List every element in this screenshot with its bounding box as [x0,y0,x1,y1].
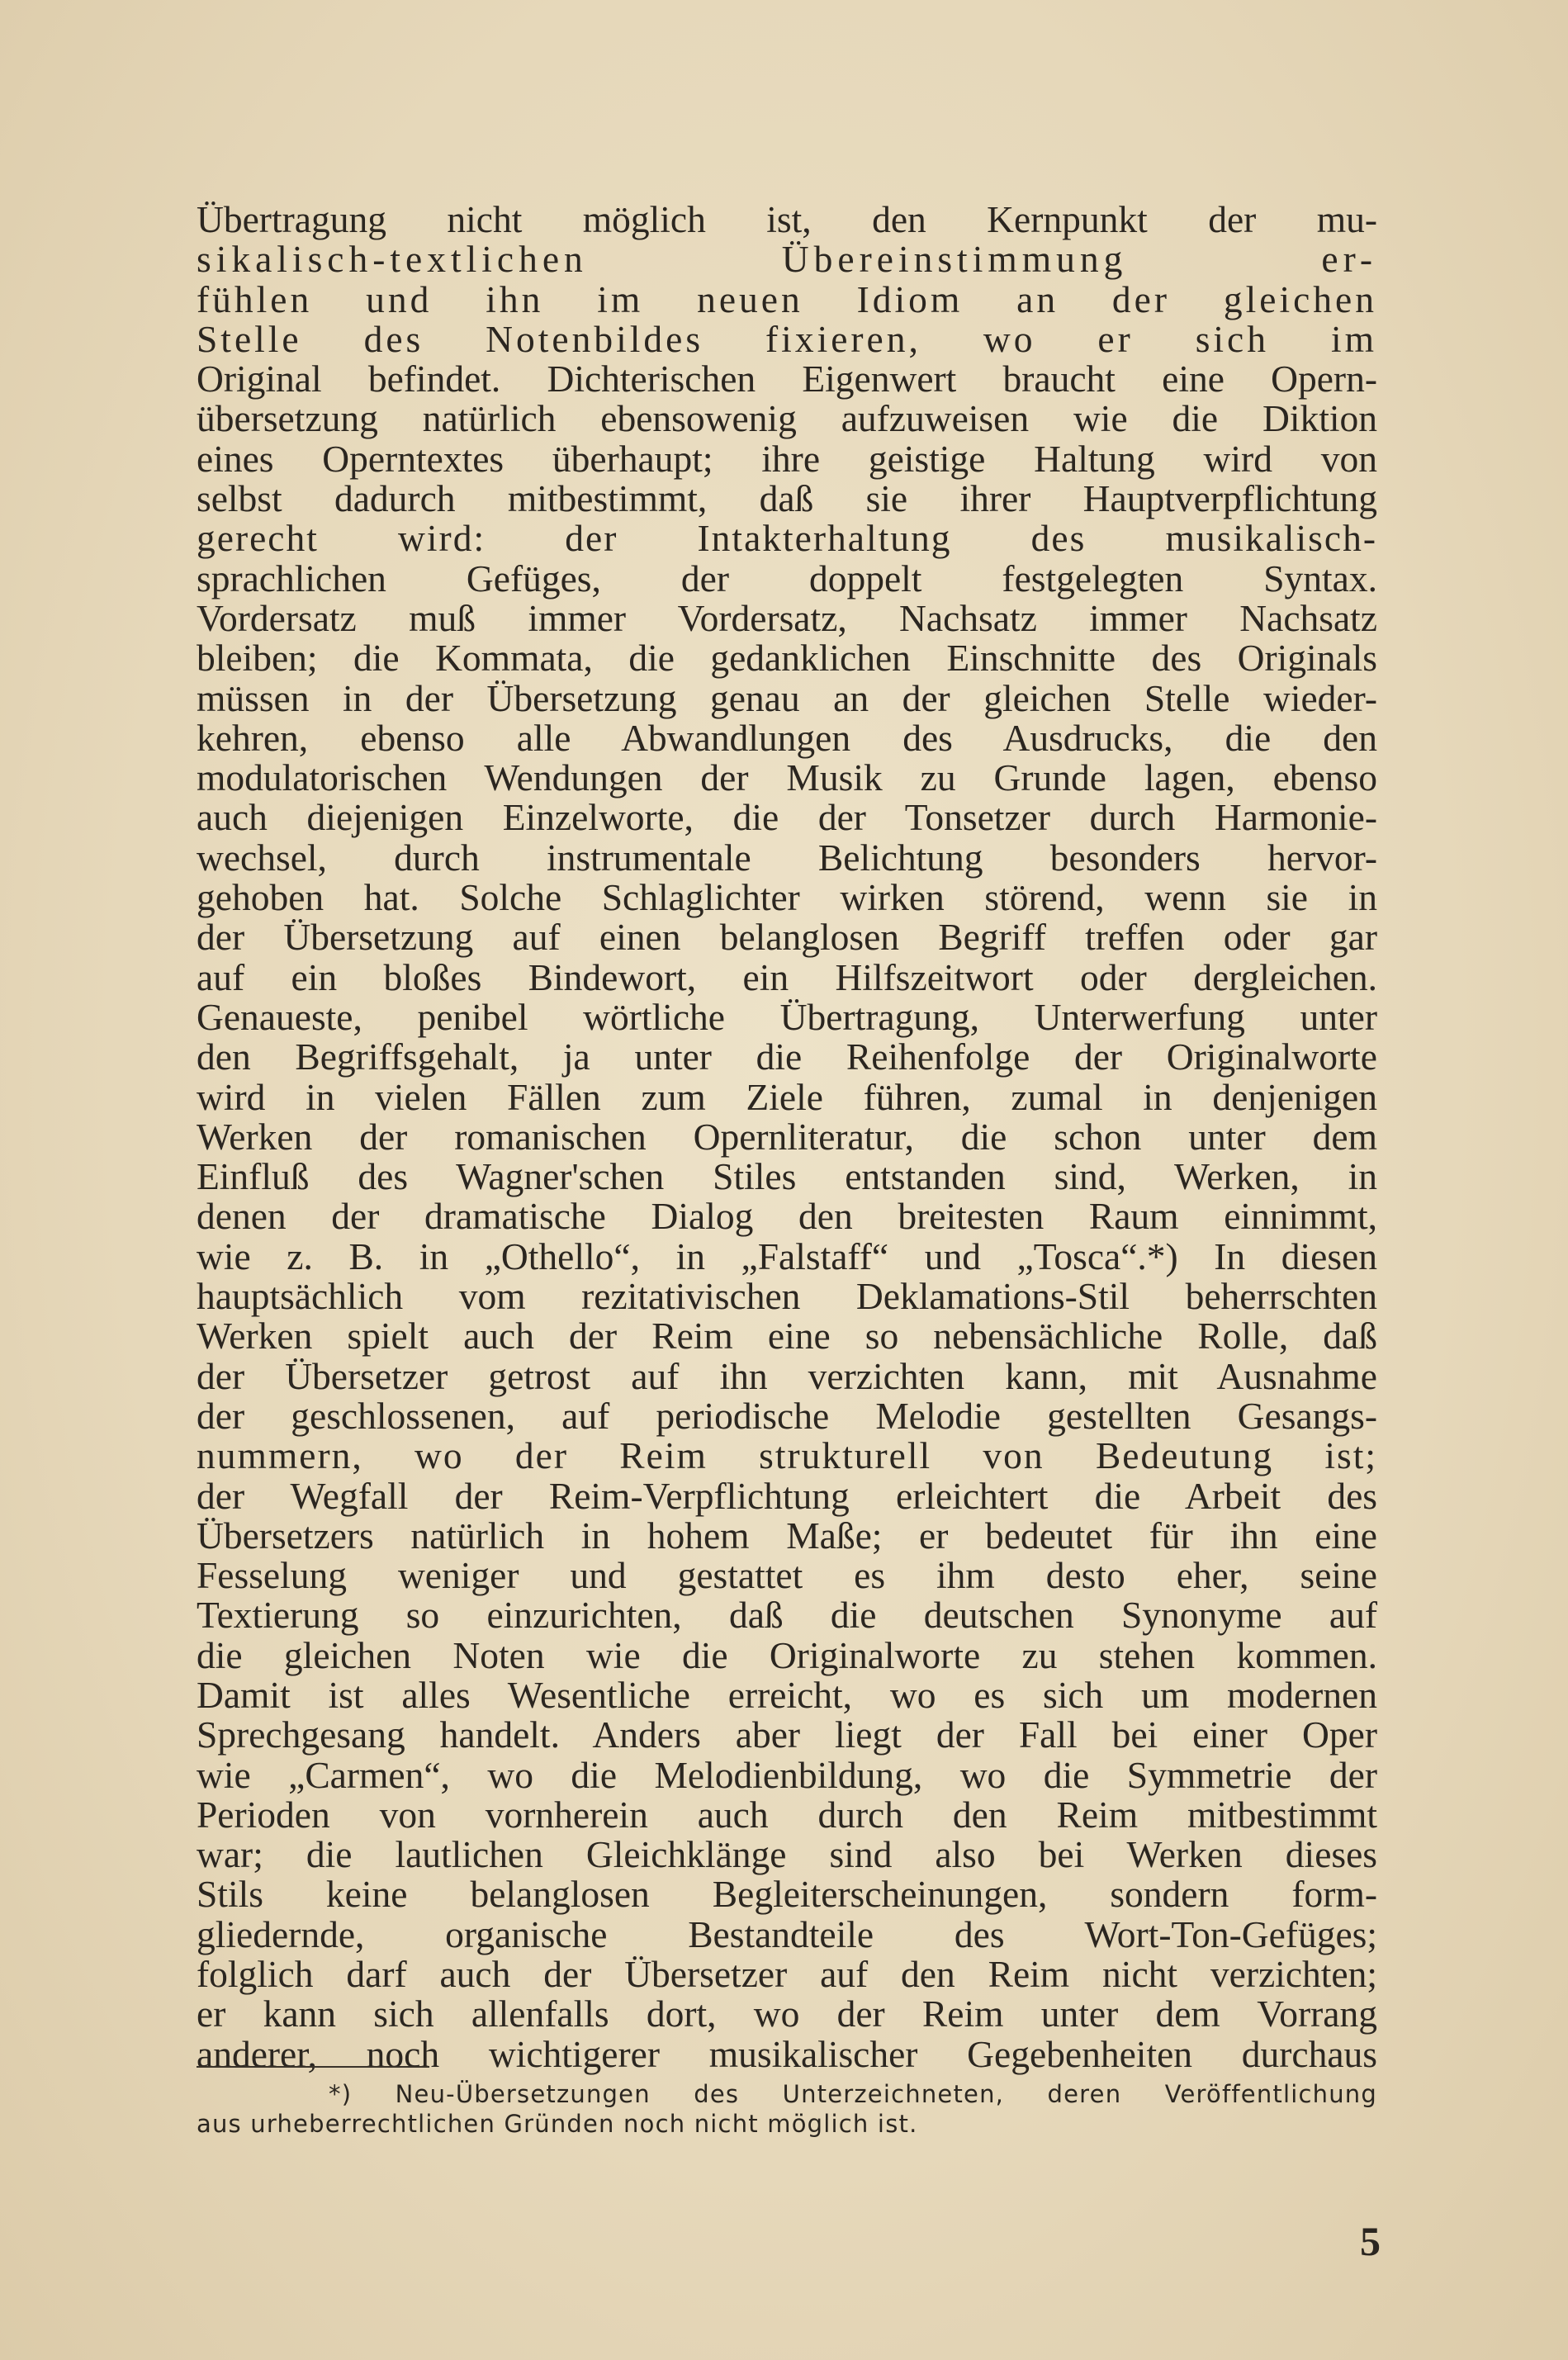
body-text [197,200,1377,2074]
text-line: Sprechgesang handelt. Anders aber liegt der Fall bei einer Oper [197,1713,1377,1756]
footnote [197,2079,1377,2139]
page-number: 5 [1360,2218,1381,2264]
text-line: folglich darf auch der Übersetzer auf den Reim nicht verzichten; [197,1953,1377,1996]
text-line: Vordersatz muß immer Vordersatz, Nachsatz immer Nachsatz [197,596,1377,639]
footnote-line: *) Neu-Übersetzungen des Unterzeichneten, deren Veröffentlichung [329,2080,1377,2108]
text-line: auf ein bloßes Bindewort, ein Hilfszeitwort oder dergleichen. [197,955,1377,998]
text-line: Übersetzers natürlich in hohem Maße; er bedeutet für ihn eine [197,1514,1377,1557]
text-line: Stils keine belanglosen Begleiterscheinungen, sondern form- [197,1873,1377,1916]
text-line: Perioden von vornherein auch durch den Reim mitbestimmt [197,1793,1377,1836]
text-line: kehren, ebenso alle Abwandlungen des Ausdrucks, die den [197,716,1377,759]
text-line: den Begriffsgehalt, ja unter die Reihenfolge der Originalworte [197,1035,1377,1078]
text-line: sprachlichen Gefüges, der doppelt festgelegten Syntax. [197,557,1377,599]
text-line: Einfluß des Wagner'schen Stiles entstanden sind, Werken, in [197,1155,1377,1198]
text-line: nummern, wo der Reim strukturell von Bedeutung ist; [197,1434,1377,1477]
text-line: übersetzung natürlich ebensowenig aufzuweisen wie die Diktion [197,397,1377,440]
text-line: Genaueste, penibel wörtliche Übertragung, Unterwerfung unter [197,995,1377,1038]
text-line: auch diejenigen Einzelworte, die der Tonsetzer durch Harmonie- [197,796,1377,839]
text-line: Stelle des Notenbildes fixieren, wo er sich im [197,317,1377,360]
text-line: der geschlossenen, auf periodische Melodie gestellten Gesangs- [197,1394,1377,1437]
text-line: hauptsächlich vom rezitativischen Deklamations-Stil beherrschten [197,1275,1377,1318]
text-line: selbst dadurch mitbestimmt, daß sie ihrer Hauptverpflichtung [197,477,1377,520]
text-line: der Übersetzung auf einen belanglosen Begriff treffen oder gar [197,916,1377,959]
text-line: Fesselung weniger und gestattet es ihm desto eher, seine [197,1554,1377,1597]
text-line: die gleichen Noten wie die Originalworte zu stehen kommen. [197,1633,1377,1676]
text-line: modulatorischen Wendungen der Musik zu Grunde lagen, ebenso [197,756,1377,799]
text-line: sikalisch-textlichen Übereinstimmung er- [197,238,1377,281]
text-line: Werken spielt auch der Reim eine so nebensächliche Rolle, daß [197,1315,1377,1358]
footnote-line: aus urheberrechtlichen Gründen noch nicht möglich ist. [197,2110,918,2138]
text-line: fühlen und ihn im neuen Idiom an der gleichen [197,277,1377,320]
text-line: gerecht wird: der Intakterhaltung des musikalisch- [197,517,1377,560]
text-line: Werken der romanischen Opernliteratur, die schon unter dem [197,1115,1377,1158]
text-line: Textierung so einzurichten, daß die deutschen Synonyme auf [197,1594,1377,1637]
text-line: bleiben; die Kommata, die gedanklichen Einschnitte des Originals [197,637,1377,680]
text-line: gliedernde, organische Bestandteile des Wort-Ton-Gefüges; [197,1912,1377,1955]
text-line: denen der dramatische Dialog den breitesten Raum einnimmt, [197,1195,1377,1238]
text-line: war; die lautlichen Gleichklänge sind also bei Werken dieses [197,1833,1377,1876]
text-line: wie „Carmen“, wo die Melodienbildung, wo die Symmetrie der [197,1753,1377,1796]
text-line: wie z. B. in „Othello“, in „Falstaff“ und „Tosca“.*) In diesen [197,1234,1377,1277]
text-line: Übertragung nicht möglich ist, den Kernpunkt der mu- [197,198,1377,240]
text-line: müssen in der Übersetzung genau an der gleichen Stelle wieder- [197,676,1377,719]
text-line: anderer, noch wichtigerer musikalischer Gegebenheiten durchaus [197,2032,1377,2075]
text-line: er kann sich allenfalls dort, wo der Reim unter dem Vorrang [197,1993,1377,2035]
text-line: wird in vielen Fällen zum Ziele führen, zumal in denjenigen [197,1075,1377,1118]
text-line: gehoben hat. Solche Schlaglichter wirken störend, wenn sie in [197,876,1377,919]
footnote-divider [197,2066,429,2068]
text-line: Damit ist alles Wesentliche erreicht, wo es sich um modernen [197,1673,1377,1716]
text-line: der Übersetzer getrost auf ihn verzichten kann, mit Ausnahme [197,1354,1377,1397]
text-line: eines Operntextes überhaupt; ihre geistige Haltung wird von [197,437,1377,480]
text-line: Original befindet. Dichterischen Eigenwert braucht eine Opern- [197,358,1377,400]
text-line: der Wegfall der Reim-Verpflichtung erleichtert die Arbeit des [197,1474,1377,1517]
text-line: wechsel, durch instrumentale Belichtung besonders hervor- [197,836,1377,879]
